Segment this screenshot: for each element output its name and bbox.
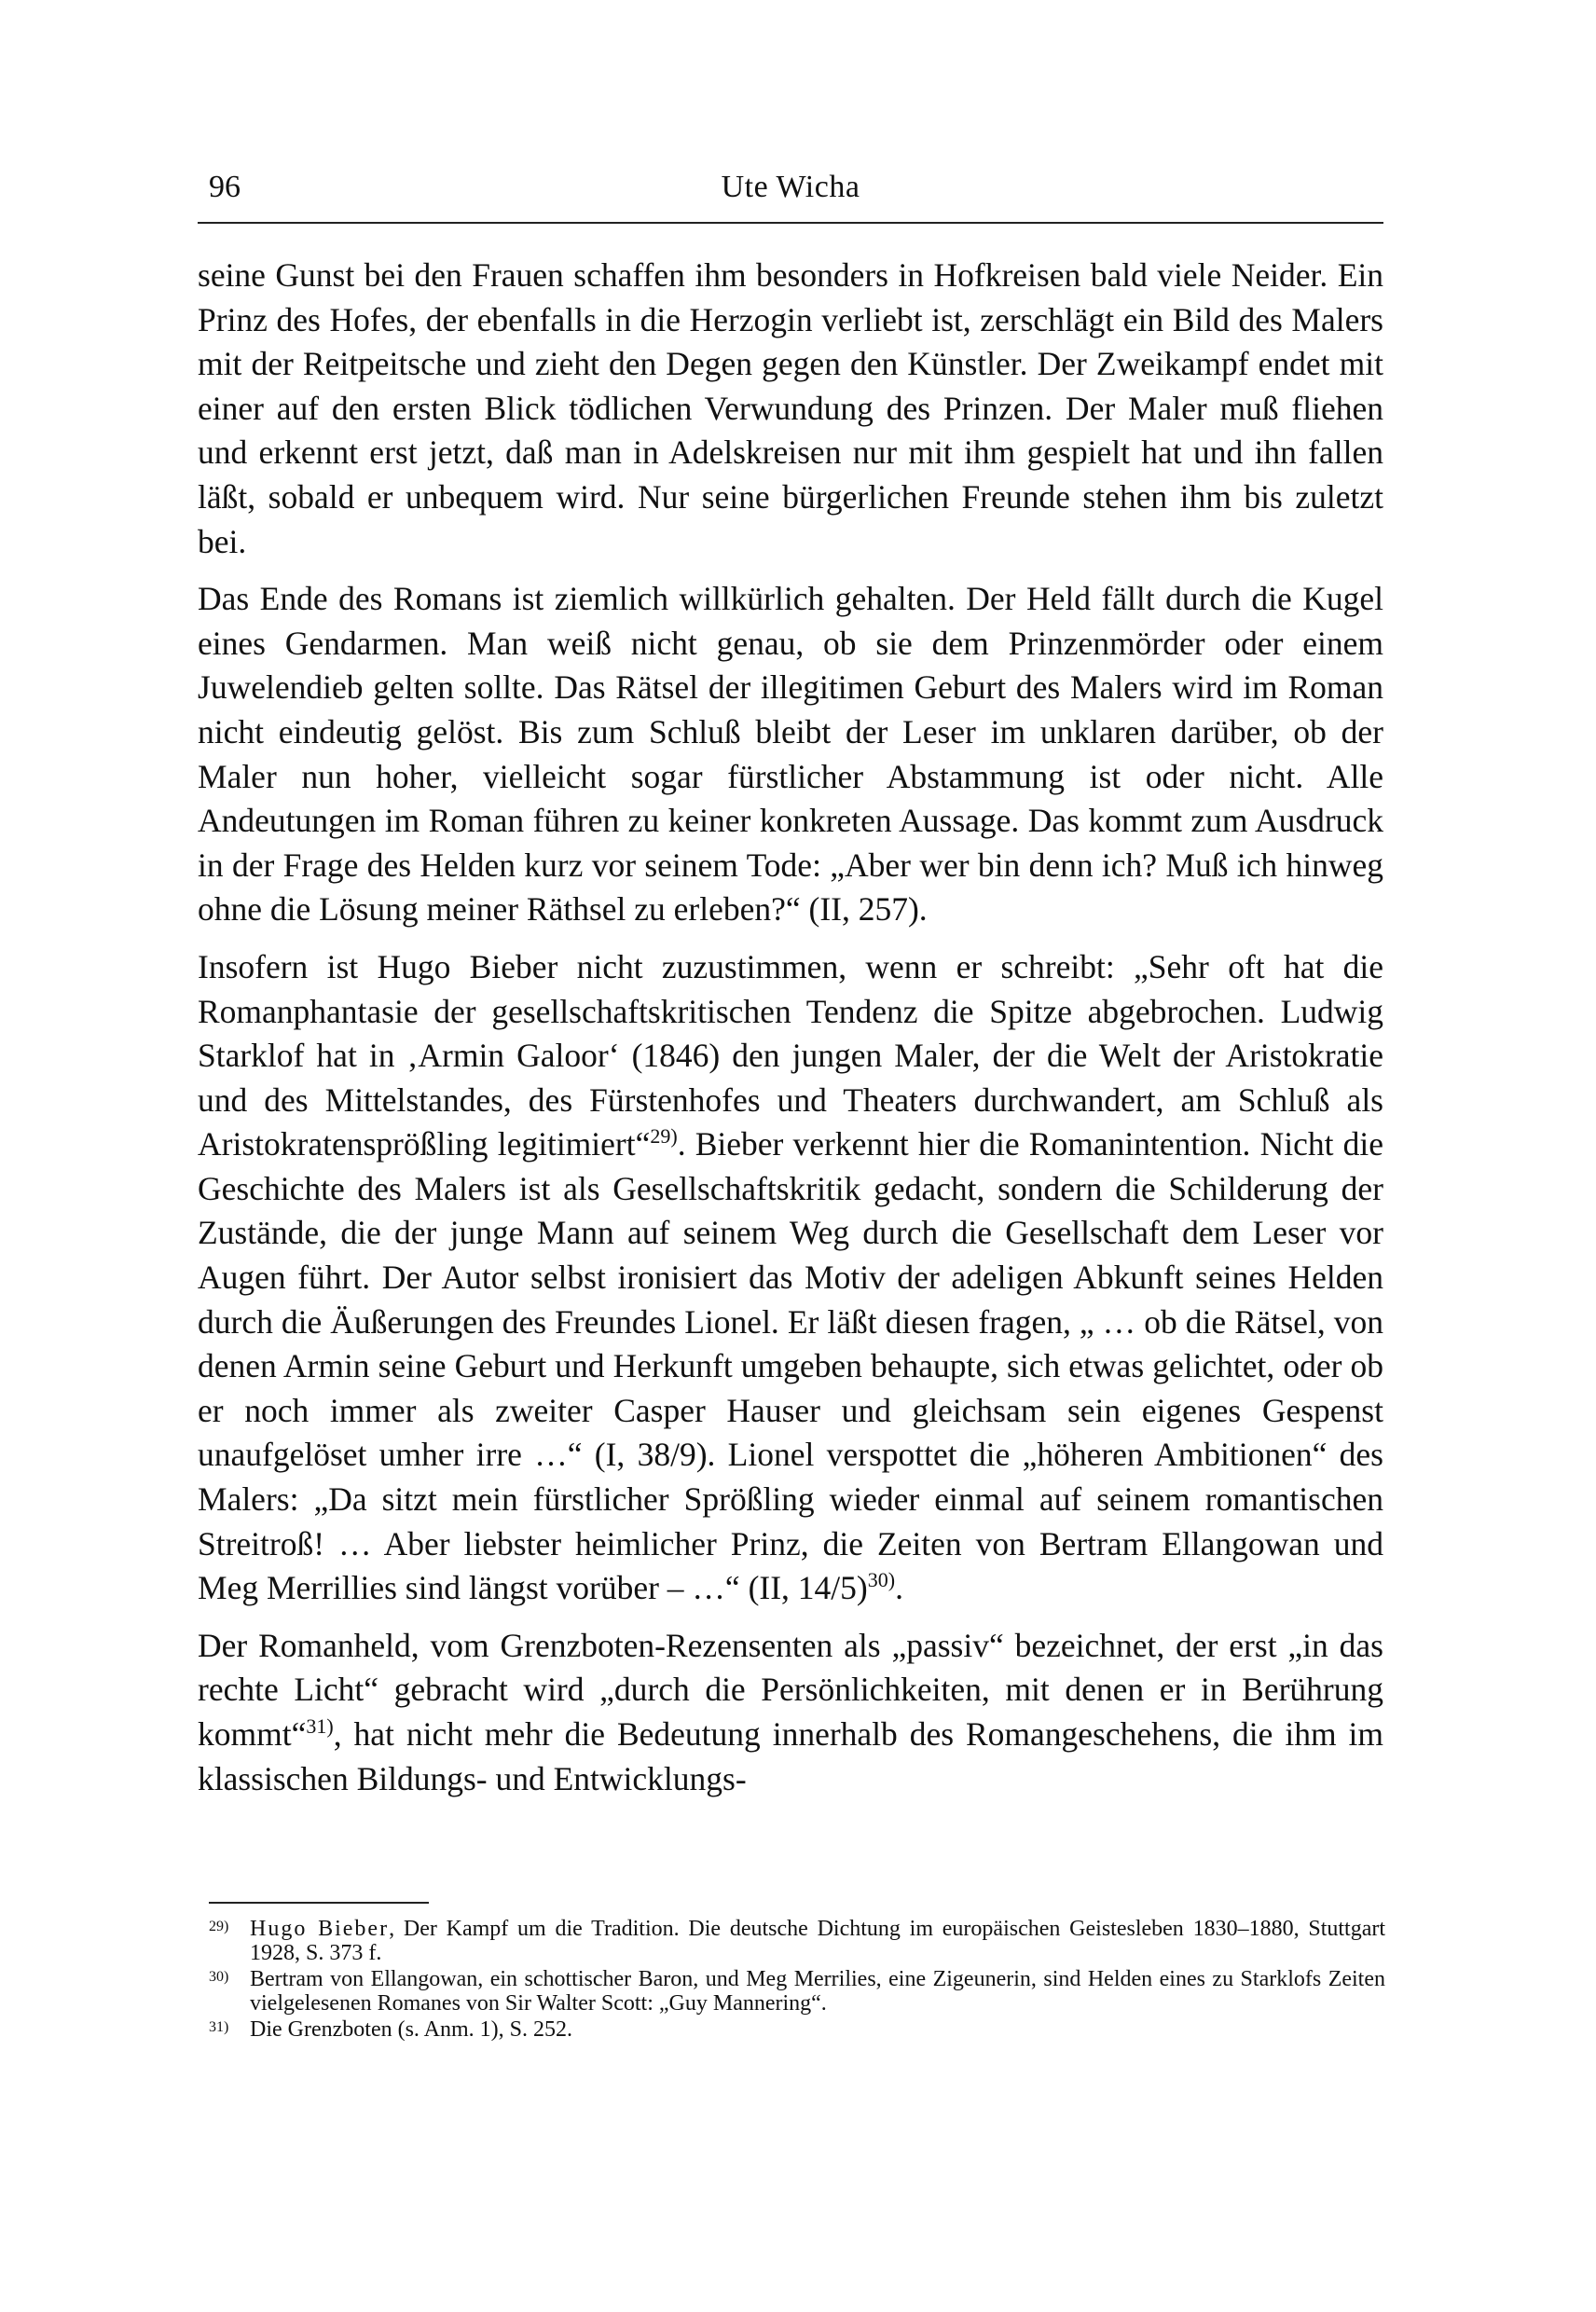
footnote-31: [209, 2017, 1385, 2042]
footnote-rule: [209, 1902, 429, 1904]
body-text: [198, 254, 1383, 1814]
paragraph-3-part-c: .: [895, 1569, 903, 1607]
page-number: 96: [209, 170, 241, 204]
footnote-text: Die Grenzboten (s. Anm. 1), S. 252.: [250, 2017, 572, 2042]
footnote-marker: 30): [209, 1969, 229, 1985]
running-title: Ute Wicha: [721, 170, 860, 204]
paragraph-3-part-a: Insofern ist Hugo Bieber nicht zuzustimmen, wenn er schreibt: „Sehr oft hat die Romanphantasie der gesellschaftskritischen Tendenz die Spitze abgebrochen. Ludwig Starklof hat in ‚Armin Galoor‘ (1846) den jungen Maler, der die Welt der Aristokratie und des Mittelstandes, des Fürstenhofes und Theaters durchwandert, am Schluß als Aristokratensprößling legitimiert“: [198, 947, 1383, 1163]
footnote-body: , Der Kampf um die Tradition. Die deutsche Dichtung im europäischen Geistesleben 1830–1880, Stuttgart 1928, S. 373 f.: [250, 1917, 1386, 1965]
footnotes: [209, 1917, 1385, 2044]
footnote-30: [209, 1967, 1385, 2016]
footnote-text: Bertram von Ellangowan, ein schottischer Baron, und Meg Merrilies, eine Zigeunerin, sind Helden eines zu Starklofs Zeiten vielgelesenen Romanes von Sir Walter Scott: „Guy Mannering“.: [250, 1967, 1385, 2016]
footnote-ref-30[interactable]: 30): [867, 1568, 896, 1592]
paragraph-4: [198, 1624, 1383, 1801]
paragraph-2: Das Ende des Romans ist ziemlich willkürlich gehalten. Der Held fällt durch die Kugel eines Gendarmen. Man weiß nicht genau, ob sie dem Prinzenmörder oder einem Juwelendieb gelten sollte. Das Rätsel der illegitimen Geburt des Malers wird im Roman nicht eindeutig gelöst. Bis zum Schluß bleibt der Leser im unklaren darüber, ob der Maler nun hoher, vielleicht sogar fürstlicher Abstammung ist oder nicht. Alle Andeutungen im Roman führen zu keiner konkreten Aussage. Das kommt zum Ausdruck in der Frage des Helden kurz vor seinem Tode: „Aber wer bin denn ich? Muß ich hinweg ohne die Lösung meiner Räthsel zu erleben?“ (II, 257).: [198, 580, 1383, 929]
footnote-marker: 29): [209, 1919, 229, 1934]
footnote-text: [250, 1917, 1385, 1965]
header-rule: [198, 222, 1383, 224]
paragraph-3-part-b: . Bieber verkennt hier die Romanintention. Nicht die Geschichte des Malers ist als Gesellschaftskritik gedacht, sondern die Schilderung der Zustände, die der junge Mann auf seinem Weg durch die Gesellschaft dem Leser vor Augen führt. Der Autor selbst ironisiert das Motiv der adeligen Abkunft seines Helden durch die Äußerungen des Freundes Lionel. Er läßt diesen fragen, „ … ob die Rätsel, von denen Armin seine Geburt und Herkunft umgeben behaupte, sich etwas gelichtet, oder ob er noch immer als zweiter Casper Hauser und gleichsam sein eigenes Gespenst unaufgelöset umher irre …“ (I, 38/9). Lionel verspottet die „höheren Ambitionen“ des Malers: „Da sitzt mein fürstlicher Sprößling wieder einmal auf seinem romantischen Streitroß! … Aber liebster heimlicher Prinz, die Zeiten von Bertram Ellangowan und Meg Merrillies sind längst vorüber – …“ (II, 14/5): [198, 1125, 1383, 1607]
page: [198, 0, 1386, 2312]
running-head: [198, 170, 1383, 214]
paragraph-3: [198, 945, 1383, 1611]
footnote-marker: 31): [209, 2019, 229, 2035]
footnote-author: Hugo Bieber: [250, 1917, 390, 1941]
paragraph-4-part-b: , hat nicht mehr die Bedeutung innerhalb des Romangeschehens, die ihm im klassischen Bildungs- und Entwicklungs-: [198, 1715, 1383, 1797]
paragraph-1: seine Gunst bei den Frauen schaffen ihm besonders in Hofkreisen bald viele Neider. Ein Prinz des Hofes, der ebenfalls in die Herzogin verliebt ist, zerschlägt ein Bild des Malers mit der Reitpeitsche und zieht den Degen gegen den Künstler. Der Zweikampf endet mit einer auf den ersten Blick tödlichen Verwundung des Prinzen. Der Maler muß fliehen und erkennt erst jetzt, daß man in Adelskreisen nur mit ihm gespielt hat und ihn fallen läßt, sobald er unbequem wird. Nur seine bürgerlichen Freunde stehen ihm bis zuletzt bei.: [198, 256, 1383, 560]
paragraph-4-part-a: Der Romanheld, vom Grenzboten-Rezensenten als „passiv“ bezeichnet, der erst „in das rechte Licht“ gebracht wird „durch die Persönlichkeiten, mit denen er in Berührung kommt“: [198, 1626, 1383, 1753]
footnote-ref-31[interactable]: 31): [306, 1714, 334, 1739]
footnote-ref-29[interactable]: 29): [650, 1124, 678, 1149]
footnote-29: [209, 1917, 1385, 1965]
